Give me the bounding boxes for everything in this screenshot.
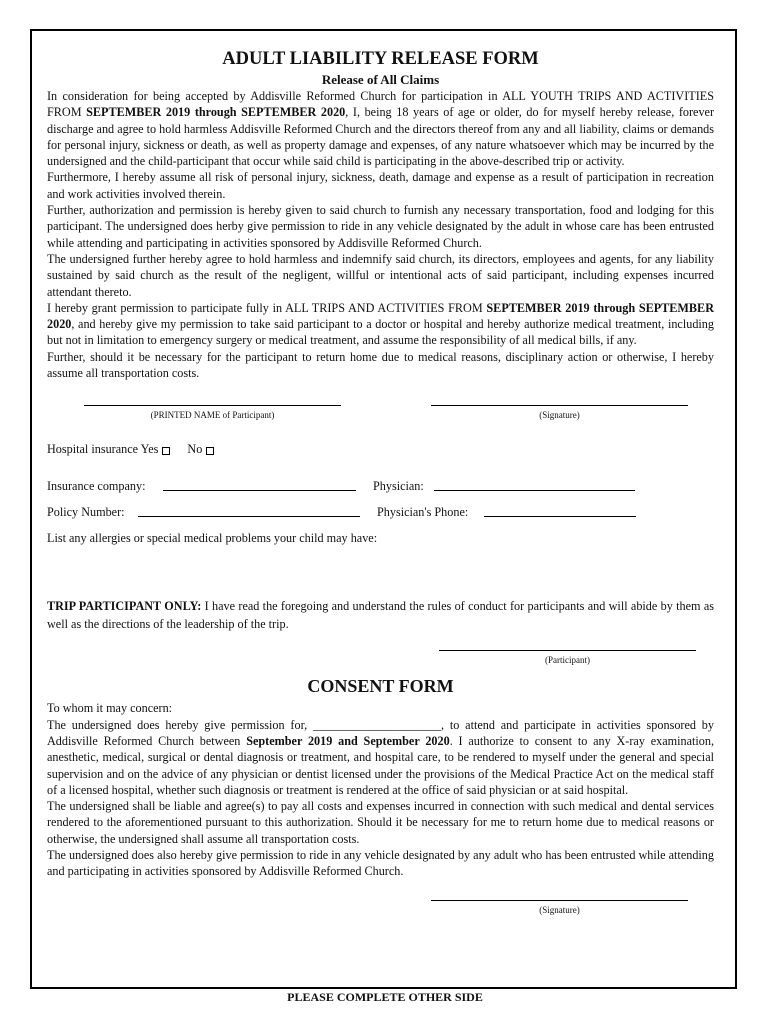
consent-title: CONSENT FORM bbox=[307, 676, 454, 697]
consent-signature-line[interactable] bbox=[431, 900, 688, 901]
printed-name-caption: (PRINTED NAME of Participant) bbox=[150, 410, 275, 421]
participant-name-blank[interactable]: _____________________ bbox=[313, 717, 441, 732]
hospital-insurance-label: Hospital insurance Yes bbox=[47, 442, 159, 457]
consent-salutation: To whom it may concern: bbox=[47, 701, 173, 716]
insurance-company-row bbox=[47, 478, 714, 494]
participant-signature-row bbox=[47, 650, 714, 674]
hospital-insurance-row bbox=[47, 441, 714, 457]
policy-number-input[interactable] bbox=[138, 504, 360, 517]
allergies-label: List any allergies or special medical problems your child may have: bbox=[47, 531, 378, 546]
release-paragraph-3: Further, authorization and permission is hereby given to said church to furnish any necessary transportation, food and lodging for this participant. The undersigned does herby give permission to ride in any vehicle designated by the adult in whose care has been entrusted while attending and participating in activities sponsored by Addisville Reformed Church. bbox=[47, 203, 714, 250]
form-content bbox=[47, 48, 714, 922]
physician-phone-input[interactable] bbox=[484, 504, 636, 517]
policy-number-label: Policy Number: bbox=[47, 505, 125, 520]
consent-paragraph-1: The undersigned does hereby give permission for, _____________________, to attend and participate in activities sponsored by Addisville Reformed Church between September 2019 and September 2020. I authorize to consent to any X-ray examination, anesthetic, medical, surgical or dental diagnosis or treatment, and hospital care, to be rendered to myself under the general and special supervision and on the advice of any physician or dentist licensed under the provisions of the Medical Practice Act on the medical staff of a licensed hospital, whether such diagnosis or treatment is rendered at the office of said physician or at said hospital. bbox=[47, 717, 715, 797]
insurance-company-label: Insurance company: bbox=[47, 479, 146, 494]
release-paragraph-2: Furthermore, I hereby assume all risk of personal injury, sickness, death, damage and expense as a result of participation in recreation and work activities involved therein. bbox=[47, 170, 714, 201]
physician-label: Physician: bbox=[373, 479, 424, 494]
consent-signature-row bbox=[47, 900, 714, 922]
no-label: No bbox=[187, 442, 203, 457]
form-border bbox=[30, 29, 737, 989]
printed-name-line[interactable] bbox=[84, 405, 341, 406]
yes-checkbox[interactable] bbox=[162, 447, 170, 455]
participant-caption: (Participant) bbox=[545, 655, 590, 666]
physician-input[interactable] bbox=[434, 478, 635, 491]
physician-phone-label: Physician's Phone: bbox=[377, 505, 469, 520]
trip-participant-statement: TRIP PARTICIPANT ONLY: I have read the foregoing and understand the rules of conduct for participants and will abide by them as well as the directions of the leadership of the trip. bbox=[47, 599, 715, 632]
release-paragraph-1: In consideration for being accepted by Addisville Reformed Church for participation in ALL YOUTH TRIPS AND ACTIVITIES FROM SEPTEMBER 2019 through SEPTEMBER 2020, I, being 18 years of age or older, do for myself hereby release, forever discharge and agree to hold harmless Addisville Reformed Church and the directors thereof from any and all liability, claims or demands for personal injury, sickness or death, as well as property damage and expenses, of any nature whatsoever which may be incurred by the undersigned and the child-participant that occur while said child is participating in the above-described trip or activity. bbox=[47, 89, 715, 169]
allergies-input-area[interactable] bbox=[47, 546, 714, 597]
consent-paragraph-2: The undersigned shall be liable and agree(s) to pay all costs and expenses incurred in connection with such medical and dental services rendered to the aforementioned pursuant to this authorization. Should it be necessary for me to return home due to medical reasons or otherwise, the undersigned shall assume all transportation costs. bbox=[47, 799, 714, 846]
consent-signature-caption: (Signature) bbox=[539, 904, 580, 915]
release-signature-row bbox=[47, 405, 714, 435]
release-paragraph-6: Further, should it be necessary for the participant to return home due to medical reasons, disciplinary action or otherwise, I hereby assume all transportation costs. bbox=[47, 349, 714, 381]
release-signature-line[interactable] bbox=[431, 405, 688, 406]
consent-paragraph-3: The undersigned does also hereby give permission to ride in any vehicle designated by any adult who has been entrusted while attending and participating in activities sponsored by Addisville Reformed Church. bbox=[47, 848, 714, 879]
release-subtitle: Release of All Claims bbox=[321, 72, 440, 87]
participant-signature-line[interactable] bbox=[439, 650, 696, 651]
release-signature-caption: (Signature) bbox=[539, 410, 580, 421]
release-paragraph-4: The undersigned further hereby agree to hold harmless and indemnify said church, its directors, employees and agents, for any liability sustained by said church as the result of the negligent, willful or intentional acts of said participant, including expenses incurred attendant thereto. bbox=[47, 251, 714, 299]
no-checkbox[interactable] bbox=[206, 447, 214, 455]
policy-number-row bbox=[47, 504, 714, 520]
footer-note: PLEASE COMPLETE OTHER SIDE bbox=[287, 990, 483, 1004]
release-paragraph-5: I hereby grant permission to participate fully in ALL TRIPS AND ACTIVITIES FROM SEPTEMBER 2019 through SEPTEMBER 2020, and hereby give my permission to take said participant to a doctor or hospital and hereby authorize medical treatment, including but not in limitation to emergency surgery or medical treatment, and assume the responsibility of all medical bills, if any. bbox=[47, 300, 714, 348]
release-title: ADULT LIABILITY RELEASE FORM bbox=[222, 49, 539, 69]
insurance-company-input[interactable] bbox=[163, 478, 356, 491]
